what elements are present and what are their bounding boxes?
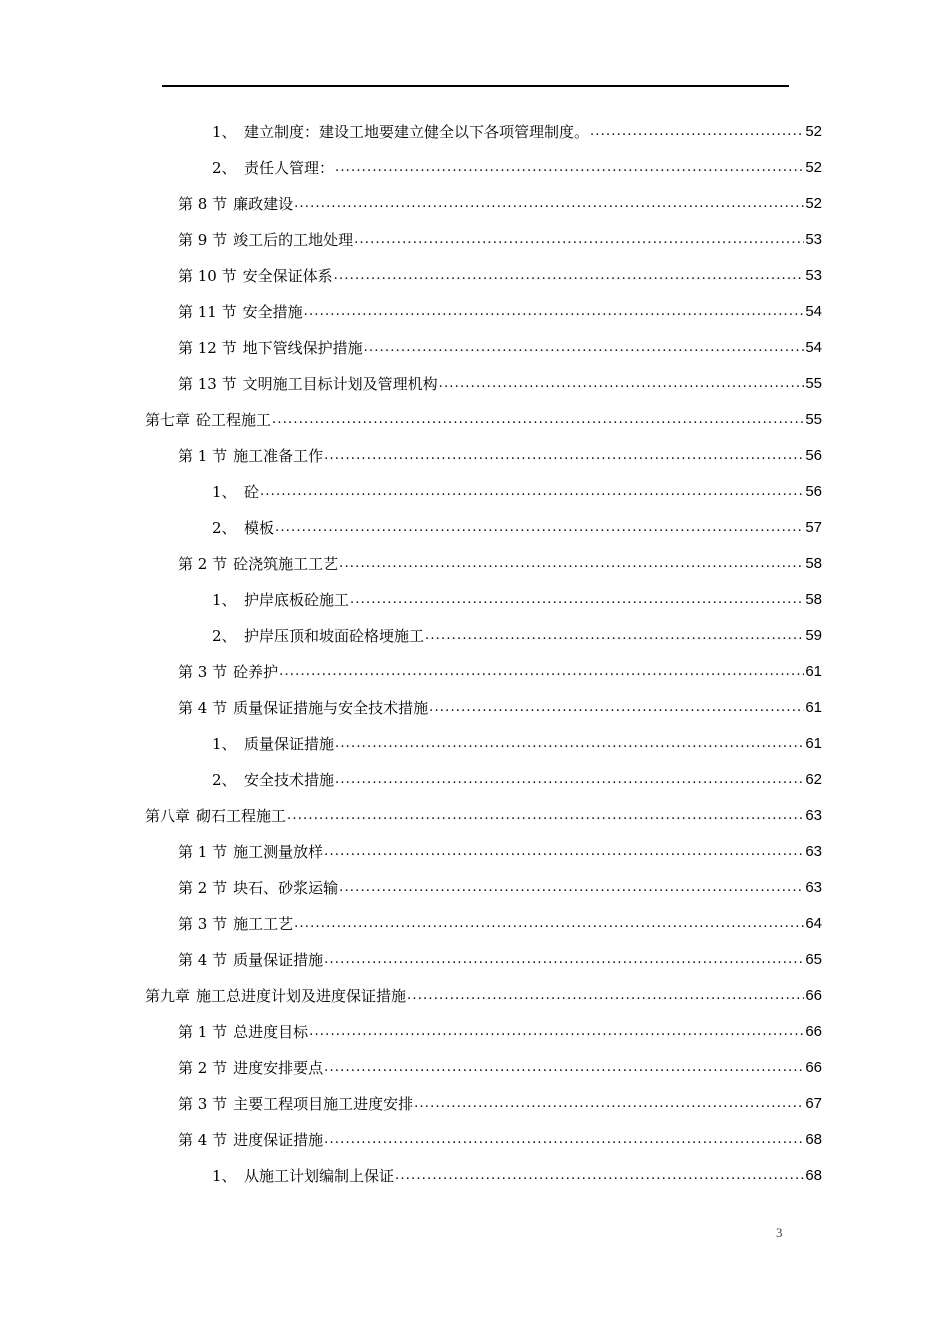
toc-entry[interactable] [0,978,822,1014]
toc-entry-page: 65 [805,951,822,968]
toc-entry-number: 第九章 [145,987,191,1005]
toc-entry-page: 61 [805,663,822,680]
toc-entry-number: 1、 [212,735,237,753]
toc-dot-leader [324,1122,804,1158]
toc-entry[interactable] [0,798,822,834]
table-of-contents [0,114,950,1194]
toc-entry-number: 第 10 节 [178,267,237,285]
toc-entry[interactable] [0,546,822,582]
toc-entry-title: 廉政建设 [233,195,294,213]
toc-dot-leader [324,1050,804,1086]
toc-entry-number: 第七章 [145,411,191,429]
toc-entry-page: 63 [805,879,822,896]
toc-entry[interactable] [0,1122,822,1158]
toc-dot-leader [335,762,804,798]
toc-dot-leader [425,618,804,654]
toc-entry-label [178,1014,308,1050]
toc-entry-page: 63 [805,807,822,824]
toc-entry-number: 1、 [212,591,237,609]
toc-dot-leader [304,294,805,330]
toc-entry[interactable] [0,510,822,546]
toc-entry-number: 2、 [212,771,237,789]
toc-dot-leader [364,330,805,366]
toc-entry-title: 建立制度：建设工地要建立健全以下各项管理制度。 [244,123,590,141]
toc-entry-label [212,618,424,654]
toc-entry-number: 1、 [212,123,237,141]
toc-dot-leader [395,1158,804,1194]
toc-entry-page: 56 [805,483,822,500]
toc-entry-label [212,114,589,150]
toc-entry-title: 护岸底板砼施工 [244,591,350,609]
toc-entry-number: 第 1 节 [178,843,228,861]
toc-entry[interactable] [0,258,822,294]
toc-entry-label [212,150,334,186]
toc-entry[interactable] [0,402,822,438]
toc-entry[interactable] [0,294,822,330]
toc-entry-page: 54 [805,303,822,320]
toc-entry-title: 砼工程施工 [196,411,272,429]
toc-entry[interactable] [0,150,822,186]
toc-entry-label [178,366,438,402]
toc-dot-leader [294,186,804,222]
toc-entry[interactable] [0,906,822,942]
toc-dot-leader [275,510,804,546]
toc-entry-title: 质量保证措施 [233,951,324,969]
toc-entry-label [178,438,323,474]
toc-entry-label [178,834,323,870]
toc-entry-page: 54 [805,339,822,356]
toc-entry-number: 第 13 节 [178,375,237,393]
toc-entry-title: 文明施工目标计划及管理机构 [242,375,438,393]
toc-dot-leader [324,834,804,870]
toc-entry-page: 68 [805,1167,822,1184]
toc-entry-title: 砼养护 [233,663,279,681]
toc-entry-number: 第 3 节 [178,915,228,933]
toc-entry-title: 主要工程项目施工进度安排 [233,1095,414,1113]
toc-entry-title: 施工测量放样 [233,843,324,861]
toc-dot-leader [339,546,804,582]
toc-entry-title: 安全措施 [242,303,303,321]
toc-dot-leader [414,1086,804,1122]
toc-dot-leader [335,150,804,186]
toc-entry-number: 第 1 节 [178,447,228,465]
toc-dot-leader [335,726,804,762]
header-rule [162,85,789,87]
toc-entry-title: 砼浇筑施工工艺 [233,555,339,573]
toc-entry-number: 第 12 节 [178,339,237,357]
toc-entry-label [178,942,323,978]
toc-entry-label [178,222,353,258]
toc-dot-leader [260,474,804,510]
toc-entry-number: 第 4 节 [178,951,228,969]
toc-entry-label [178,1050,323,1086]
toc-entry-page: 53 [805,267,822,284]
toc-dot-leader [324,438,804,474]
toc-entry-title: 砼 [244,483,260,501]
toc-entry[interactable] [0,762,822,798]
toc-entry-number: 第 2 节 [178,879,228,897]
toc-entry-number: 第 4 节 [178,699,228,717]
toc-entry-label [145,978,406,1014]
toc-entry-page: 67 [805,1095,822,1112]
toc-entry-number: 第八章 [145,807,191,825]
toc-entry-page: 66 [805,1023,822,1040]
toc-entry-number: 1、 [212,1167,237,1185]
toc-entry-title: 总进度目标 [233,1023,309,1041]
toc-dot-leader [309,1014,804,1050]
toc-entry[interactable] [0,1158,822,1194]
toc-entry-number: 第 4 节 [178,1131,228,1149]
toc-entry-page: 55 [805,375,822,392]
toc-entry-page: 59 [805,627,822,644]
toc-entry-page: 62 [805,771,822,788]
toc-entry-title: 质量保证措施 [244,735,335,753]
toc-dot-leader [407,978,804,1014]
toc-entry[interactable] [0,726,822,762]
toc-entry-number: 第 9 节 [178,231,228,249]
toc-entry-title: 质量保证措施与安全技术措施 [233,699,429,717]
toc-entry-label [212,474,259,510]
toc-dot-leader [272,402,804,438]
toc-entry-page: 55 [805,411,822,428]
toc-entry[interactable] [0,330,822,366]
toc-entry-label [178,294,303,330]
toc-entry-title: 竣工后的工地处理 [233,231,354,249]
toc-entry-label [212,510,274,546]
toc-entry[interactable] [0,1086,822,1122]
toc-dot-leader [334,258,805,294]
toc-entry-number: 第 3 节 [178,1095,228,1113]
toc-dot-leader [429,690,804,726]
toc-entry-title: 安全保证体系 [242,267,333,285]
toc-entry-page: 61 [805,699,822,716]
toc-entry[interactable] [0,942,822,978]
toc-entry[interactable] [0,1050,822,1086]
page-number: 3 [776,1225,783,1240]
toc-entry[interactable] [0,186,822,222]
toc-entry-title: 施工工艺 [233,915,294,933]
toc-dot-leader [354,222,804,258]
toc-entry-label [212,582,349,618]
toc-entry-title: 地下管线保护措施 [242,339,363,357]
toc-entry[interactable] [0,690,822,726]
toc-entry-page: 56 [805,447,822,464]
toc-entry-title: 进度安排要点 [233,1059,324,1077]
toc-entry-label [178,690,428,726]
toc-entry-number: 2、 [212,519,237,537]
toc-entry-number: 第 2 节 [178,555,228,573]
toc-entry-page: 52 [805,159,822,176]
toc-entry-title: 施工准备工作 [233,447,324,465]
toc-entry-number: 第 8 节 [178,195,228,213]
toc-entry-page: 52 [805,123,822,140]
toc-entry-page: 53 [805,231,822,248]
toc-entry-page: 68 [805,1131,822,1148]
toc-entry-label [178,330,363,366]
toc-entry[interactable] [0,438,822,474]
toc-entry[interactable] [0,870,822,906]
toc-entry-number: 第 3 节 [178,663,228,681]
toc-entry-number: 2、 [212,159,237,177]
toc-entry-label [145,798,286,834]
toc-entry[interactable] [0,366,822,402]
toc-entry-label [212,1158,394,1194]
toc-entry-label [145,402,271,438]
toc-entry-page: 66 [805,1059,822,1076]
toc-entry[interactable] [0,654,822,690]
toc-entry-page: 66 [805,987,822,1004]
toc-entry-number: 2、 [212,627,237,645]
toc-entry-number: 1、 [212,483,237,501]
toc-dot-leader [294,906,804,942]
toc-entry-page: 57 [805,519,822,536]
toc-entry-title: 安全技术措施 [244,771,335,789]
toc-entry[interactable] [0,474,822,510]
toc-entry-page: 52 [805,195,822,212]
toc-dot-leader [287,798,804,834]
toc-dot-leader [279,654,804,690]
toc-entry-title: 护岸压顶和坡面砼格埂施工 [244,627,425,645]
toc-entry-label [178,870,338,906]
toc-dot-leader [339,870,804,906]
toc-entry[interactable] [0,834,822,870]
toc-entry-label [178,186,293,222]
toc-entry-title: 从施工计划编制上保证 [244,1167,395,1185]
toc-entry-number: 第 1 节 [178,1023,228,1041]
toc-entry-title: 施工总进度计划及进度保证措施 [196,987,407,1005]
toc-entry[interactable] [0,222,822,258]
toc-entry-page: 58 [805,555,822,572]
toc-entry-label [212,762,334,798]
toc-entry-number: 第 2 节 [178,1059,228,1077]
toc-entry-label [178,654,278,690]
toc-entry-title: 进度保证措施 [233,1131,324,1149]
toc-entry-title: 责任人管理： [244,159,335,177]
toc-entry-label [178,546,338,582]
toc-entry-page: 64 [805,915,822,932]
toc-entry-label [178,906,293,942]
toc-entry-page: 63 [805,843,822,860]
toc-dot-leader [350,582,804,618]
toc-entry-number: 第 11 节 [178,303,237,321]
toc-entry-page: 61 [805,735,822,752]
toc-dot-leader [324,942,804,978]
toc-entry-label [178,1122,323,1158]
toc-entry-title: 砌石工程施工 [196,807,287,825]
toc-entry-title: 块石、砂浆运输 [233,879,339,897]
toc-entry-label [178,1086,413,1122]
toc-dot-leader [439,366,805,402]
toc-entry[interactable] [0,582,822,618]
toc-dot-leader [590,114,804,150]
toc-entry-label [178,258,333,294]
toc-entry-label [212,726,334,762]
toc-entry[interactable] [0,1014,822,1050]
toc-entry-title: 模板 [244,519,275,537]
toc-entry-page: 58 [805,591,822,608]
toc-entry[interactable] [0,618,822,654]
toc-entry[interactable] [0,114,822,150]
